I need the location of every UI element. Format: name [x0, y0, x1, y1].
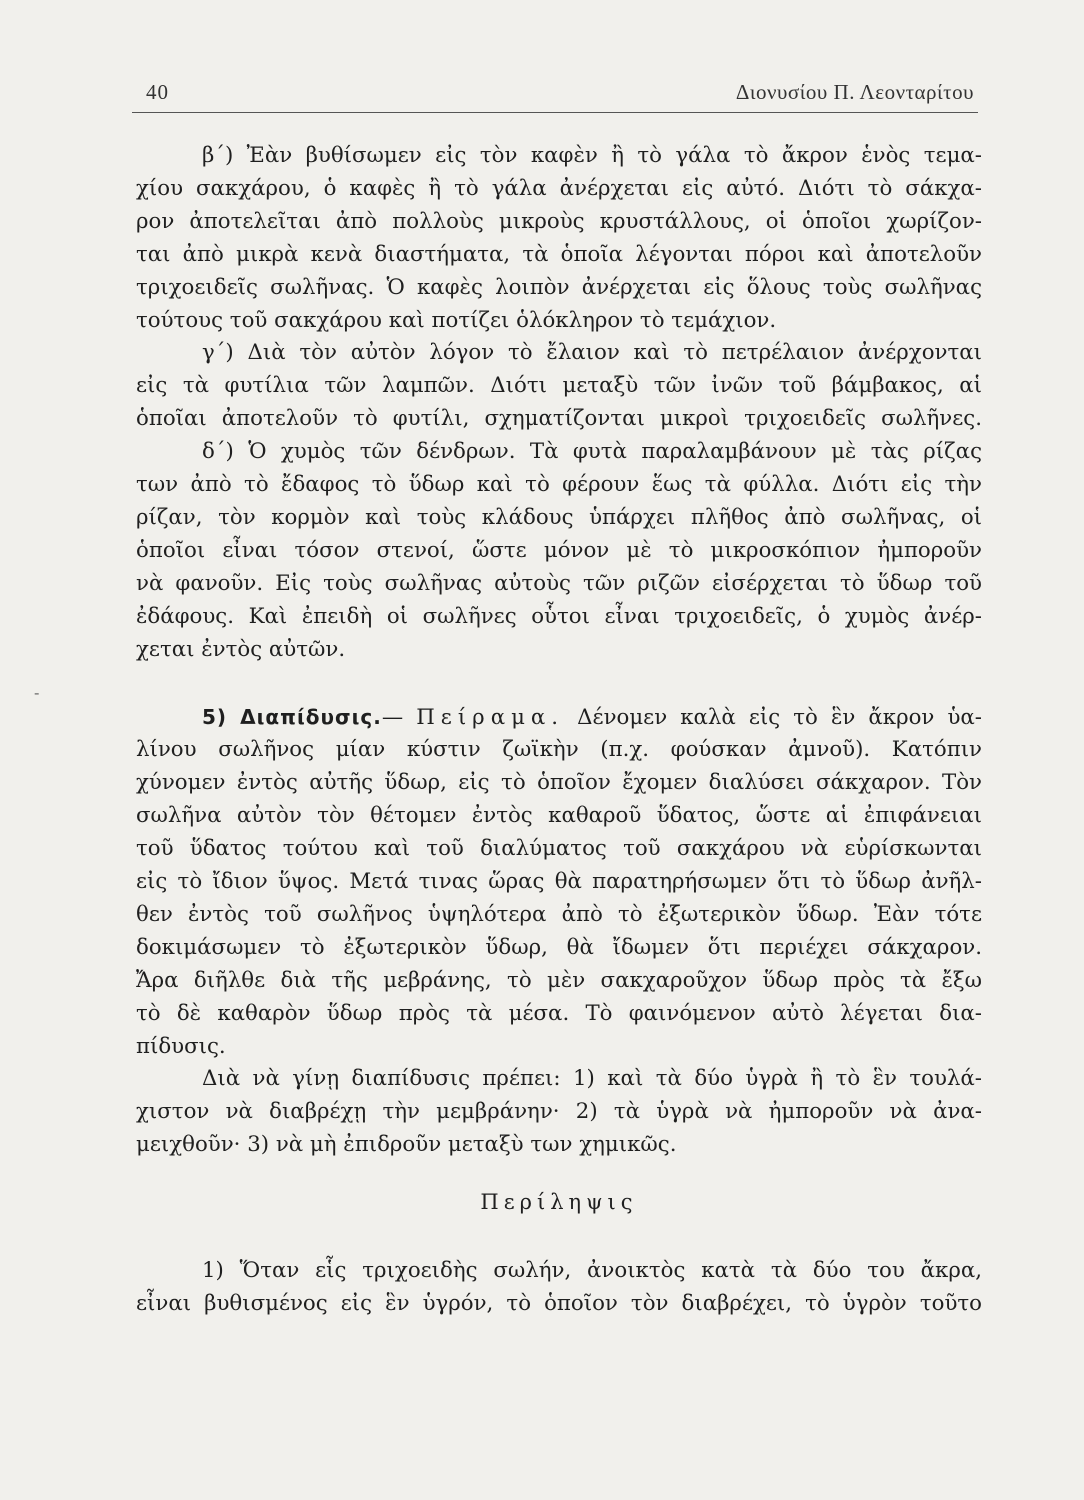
spacer: [136, 1162, 982, 1186]
experiment-label: Πείραμα.: [416, 704, 565, 730]
page-header: [132, 80, 978, 113]
running-head: Διονυσίου Π. Λεονταρίτου: [735, 80, 974, 104]
paragraph-d: [136, 436, 982, 666]
margin-mark: -: [34, 683, 40, 702]
spacer: [136, 667, 982, 701]
page-number: 40: [146, 80, 169, 104]
text-run: Δένομεν καλὰ εἰς τὸ ἓν ἄκρον ὑα-: [577, 704, 982, 730]
text-line: γ΄) Διὰ τὸν αὐτὸν λόγον τὸ ἔλαιον καὶ τὸ πετρέλαιον ἀνέρχονται: [202, 340, 982, 366]
spacer: [136, 1219, 982, 1255]
summary-heading: Περίληψις: [480, 1190, 638, 1215]
text-line: 1) Ὅταν εἷς τριχοειδὴς σωλήν, ἀνοικτὸς κατὰ τὰ δύο του ἄκρα,: [202, 1258, 982, 1284]
text-line: εἶναι βυθισμένος εἰς ἓν ὑγρόν, τὸ ὁποῖον τὸν διαβρέχει, τὸ ὑγρὸν τοῦτο: [136, 1291, 982, 1316]
text-line: των ἀπὸ τὸ ἔδαφος τὸ ὕδωρ καὶ τὸ φέρουν ἕως τὰ φύλλα. Διότι εἰς τὴν: [136, 472, 982, 498]
text-line: τὸ δὲ καθαρὸν ὕδωρ πρὸς τὰ μέσα. Τὸ φαινόμενον αὐτὸ λέγεται δια-: [136, 1000, 982, 1026]
text-line: χίου σακχάρου, ὁ καφὲς ἢ τὸ γάλα ἀνέρχεται εἰς αὐτό. Διότι τὸ σάκχα-: [136, 175, 982, 201]
text-line: Ἄρα διῆλθε διὰ τῆς μεβράνης, τὸ μὲν σακχαροῦχον ὕδωρ πρὸς τὰ ἔξω: [136, 967, 982, 993]
text-line: σωλῆνα αὐτὸν τὸν θέτομεν ἐντὸς καθαροῦ ὕδατος, ὥστε αἱ ἐπιφάνειαι: [136, 803, 982, 829]
text-line: τριχοειδεῖς σωλῆνας. Ὁ καφὲς λοιπὸν ἀνέρχεται εἰς ὅλους τοὺς σωλῆνας: [136, 274, 982, 300]
text-line: δ΄) Ὁ χυμὸς τῶν δένδρων. Τὰ φυτὰ παραλαμβάνουν μὲ τὰς ρίζας: [202, 439, 982, 465]
text-line: λίνου σωλῆνος μίαν κύστιν ζωϊκὴν (π.χ. φούσκαν ἀμνοῦ). Κατόπιν: [136, 737, 982, 763]
text-line: θεν ἐντὸς τοῦ σωλῆνος ὑψηλότερα ἀπὸ τὸ ἐξωτερικὸν ὕδωρ. Ἐὰν τότε: [136, 901, 982, 927]
text-line: εἰς τὸ ἴδιον ὕψος. Μετά τινας ὥρας θὰ παρατηρήσωμεν ὅτι τὸ ὕδωρ ἀνῆλ-: [136, 869, 982, 895]
text-line: β΄) Ἐὰν βυθίσωμεν εἰς τὸν καφὲν ἢ τὸ γάλα τὸ ἄκρον ἑνὸς τεμα-: [202, 143, 982, 168]
text-line: Διὰ νὰ γίνῃ διαπίδυσις πρέπει: 1) καὶ τὰ δύο ὑγρὰ ἢ τὸ ἓν τουλά-: [202, 1066, 982, 1092]
summary-text: [136, 1255, 982, 1321]
text-line: ρον ἀποτελεῖται ἀπὸ πολλοὺς μικροὺς κρυστάλλους, οἱ ὁποῖοι χωρίζον-: [136, 208, 982, 234]
text-line: ὁποῖοι εἶναι τόσον στενοί, ὥστε μόνον μὲ τὸ μικροσκόπιον ἠμποροῦν: [136, 537, 982, 563]
body-text: [136, 140, 982, 1321]
text-line: τοῦ ὕδατος τούτου καὶ τοῦ διαλύματος τοῦ σακχάρου νὰ εὑρίσκωνται: [136, 836, 982, 862]
paragraph-b: [136, 140, 982, 337]
text-line: δοκιμάσωμεν τὸ ἐξωτερικὸν ὕδωρ, θὰ ἴδωμεν ὅτι περιέχει σάκχαρον.: [136, 934, 982, 960]
text-line: πίδυσις.: [136, 1033, 226, 1059]
paragraph-conditions: [136, 1063, 982, 1162]
text-line: ἐδάφους. Καὶ ἐπειδὴ οἱ σωλῆνες οὗτοι εἶναι τριχοειδεῖς, ὁ χυμὸς ἀνέρ-: [136, 603, 982, 629]
section-5: [136, 701, 982, 1064]
text-line: χύνομεν ἐντὸς αὐτῆς ὕδωρ, εἰς τὸ ὁποῖον ἔχομεν διαλύσει σάκχαρον. Τὸν: [136, 770, 982, 796]
text-line: ὁποῖαι ἀποτελοῦν τὸ φυτίλι, σχηματίζονται μικροὶ τριχοειδεῖς σωλῆνες.: [136, 406, 982, 432]
section-number: 5): [202, 704, 228, 729]
text-line: χεται ἐντὸς αὐτῶν.: [136, 636, 346, 662]
text-line: τούτους τοῦ σακχάρου καὶ ποτίζει ὁλόκληρον τὸ τεμάχιον.: [136, 307, 777, 333]
text-line: ρίζαν, τὸν κορμὸν καὶ τοὺς κλάδους ὑπάρχει πλῆθος ἀπὸ σωλῆνας, οἱ: [136, 504, 982, 530]
text-line: χιστον νὰ διαβρέχῃ τὴν μεμβράνην· 2) τὰ ὑγρὰ νὰ ἠμποροῦν νὰ ἀνα-: [136, 1099, 982, 1125]
section-title: Διαπίδυσις.: [240, 704, 382, 729]
paragraph-g: [136, 337, 982, 436]
text-line: μειχθοῦν· 3) νὰ μὴ ἐπιδροῦν μεταξὺ των χημικῶς.: [136, 1132, 677, 1158]
text-line: ται ἀπὸ μικρὰ κενὰ διαστήματα, τὰ ὁποῖα λέγονται πόροι καὶ ἀποτελοῦν: [136, 241, 982, 267]
text-line: εἰς τὰ φυτίλια τῶν λαμπῶν. Διότι μεταξὺ τῶν ἰνῶν τοῦ βάμβακος, αἱ: [136, 373, 982, 399]
em-dash: —: [381, 704, 404, 730]
section-5-first-line: [136, 701, 982, 735]
text-line: νὰ φανοῦν. Εἰς τοὺς σωλῆνας αὐτοὺς τῶν ριζῶν εἰσέρχεται τὸ ὕδωρ τοῦ: [136, 570, 982, 596]
